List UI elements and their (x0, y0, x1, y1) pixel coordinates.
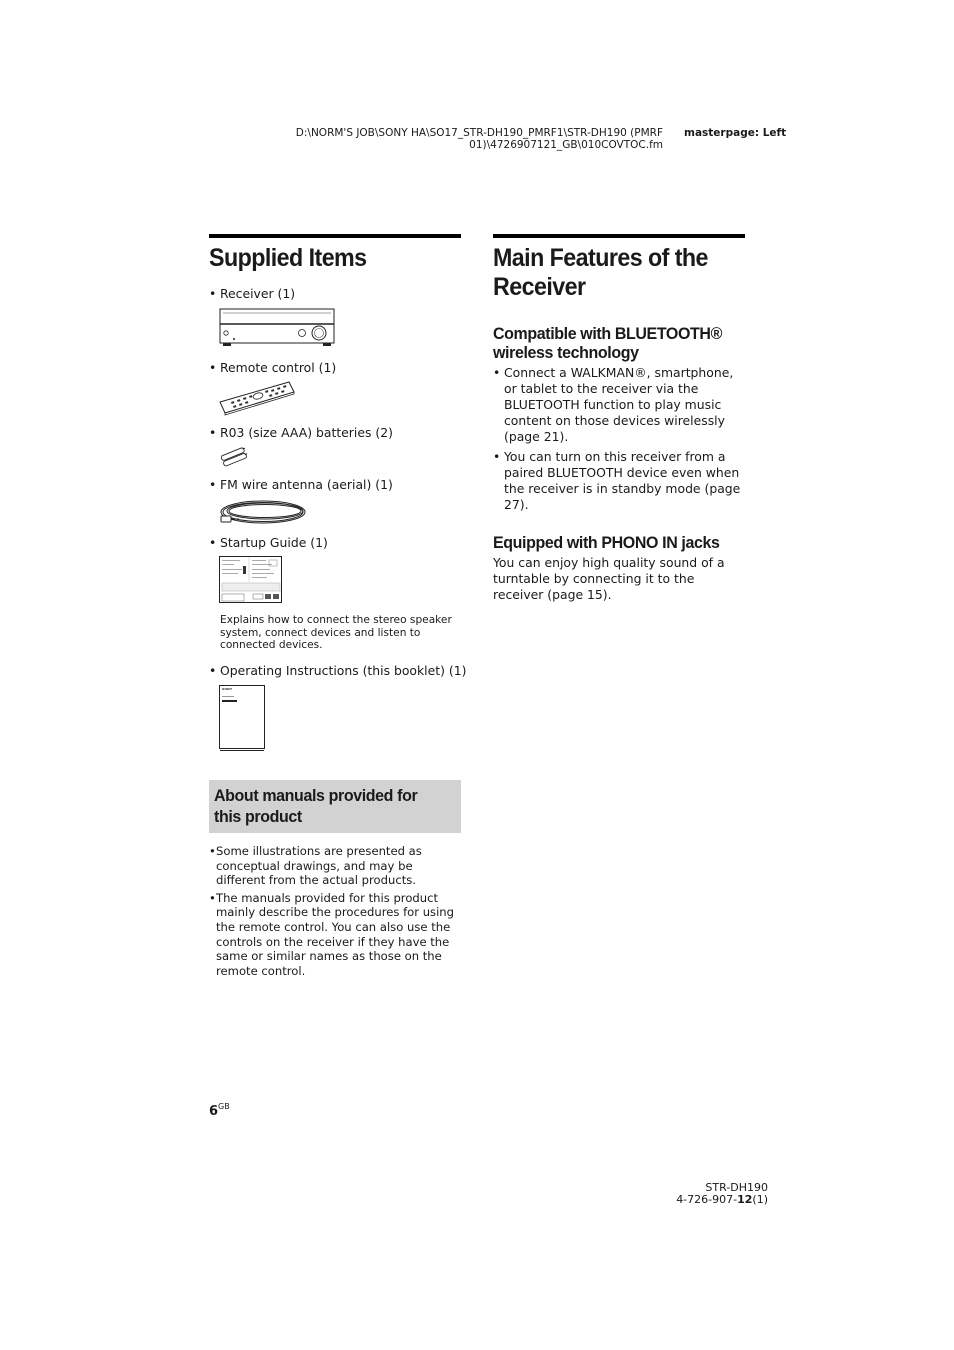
file-path (240, 127, 663, 151)
main-features-section (493, 234, 745, 603)
remote-control-icon (219, 380, 295, 420)
phono-heading: Equipped with PHONO IN jacks (493, 533, 720, 552)
batteries-icon (219, 446, 251, 472)
about-manuals-list (209, 844, 461, 981)
booklet-icon (219, 685, 265, 749)
list-item-operating-instructions: • Operating Instructions (this booklet) (1) (209, 663, 467, 678)
antenna-icon (219, 498, 307, 530)
supplied-items-title: Supplied Items (209, 244, 367, 272)
about-manuals-box (209, 780, 461, 833)
booklet-title-bar (222, 700, 237, 702)
document-code: 4-726-907-12(1) (676, 1193, 768, 1206)
main-features-title: Main Features of the Receiver (493, 244, 708, 301)
list-item: • You can turn on this receiver from a paired BLUETOOTH device even when the receiver is in standby mode (page 27). (493, 449, 741, 512)
list-item-remote-control: • Remote control (1) (209, 360, 337, 375)
receiver-icon (219, 306, 335, 352)
masterpage-label: masterpage: Left (684, 127, 787, 139)
about-manuals-title: About manuals provided for this product (214, 786, 418, 826)
list-item-startup-guide: • Startup Guide (1) (209, 535, 328, 550)
supplied-items-section (209, 234, 467, 978)
page-number: $6^{GB}$ (209, 1102, 230, 1119)
list-item: • Connect a WALKMAN®, smartphone, or tablet to the receiver via the BLUETOOTH function to play music content on those devices wirelessly (page 21). (493, 365, 734, 444)
section-rule (209, 234, 461, 238)
file-path-line-1: D:\NORM'S JOB\SONY HA\SO17_STR-DH190_PMRF1\STR-DH190 (PMRF (295, 127, 663, 139)
booklet-line (222, 696, 234, 697)
list-item-batteries: • R03 (size AAA) batteries (2) (209, 425, 393, 440)
bluetooth-list (493, 365, 745, 513)
booklet-spine (220, 748, 264, 751)
booklet-brand-logo: SONY (222, 687, 233, 691)
footer-model-code (640, 1182, 768, 1206)
bluetooth-heading: Compatible with BLUETOOTH® wireless technology (493, 324, 722, 362)
startup-guide-note: Explains how to connect the stereo speaker system, connect devices and listen to connected devices. (220, 614, 452, 652)
list-item-fm-antenna: • FM wire antenna (aerial) (1) (209, 477, 393, 492)
phono-text: You can enjoy high quality sound of a turntable by connecting it to the receiver (page 15). (493, 555, 725, 602)
list-item-receiver: • Receiver (1) (209, 286, 296, 301)
list-item: • The manuals provided for this product mainly describe the procedures for using the remote control. You can also use the controls on the receiver if they have the same or similar names as those on the remote control. (209, 890, 455, 978)
startup-guide-icon (219, 556, 283, 608)
model-name: STR-DH190 (705, 1181, 768, 1194)
list-item: • Some illustrations are presented as conceptual drawings, and may be different from the actual products. (209, 844, 422, 888)
section-rule (493, 234, 745, 238)
file-path-line-2: 01)\4726907121_GB\010COVTOC.fm (469, 139, 663, 151)
